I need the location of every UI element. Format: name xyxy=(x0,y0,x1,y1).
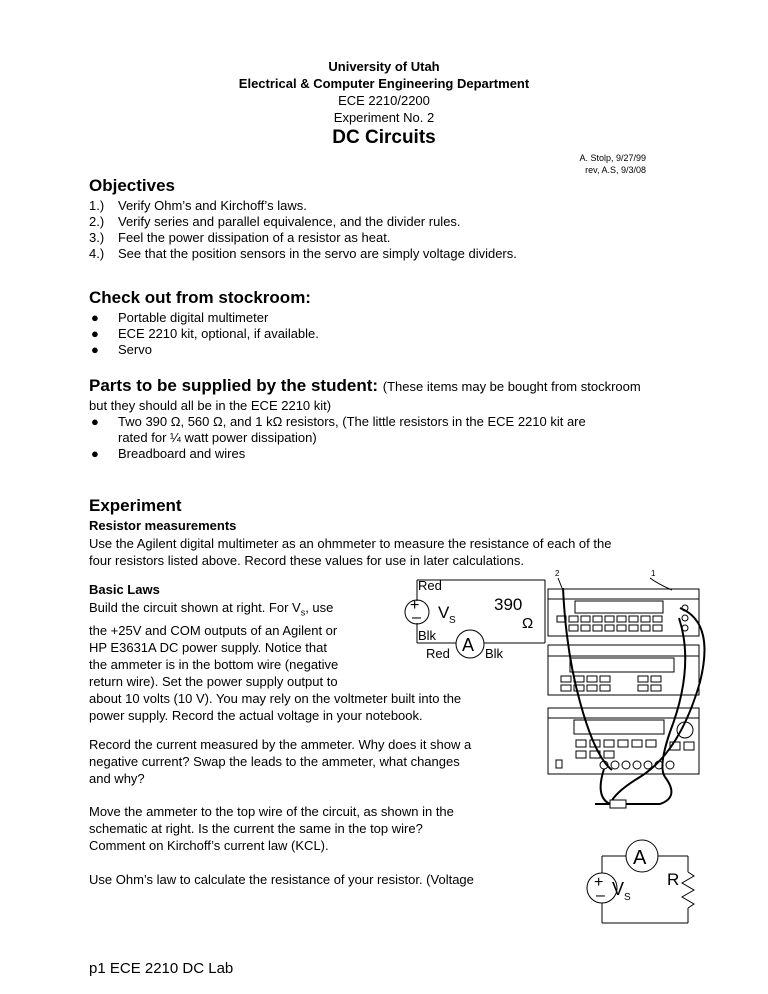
author-info xyxy=(579,152,646,176)
kcl-paragraph xyxy=(89,803,454,854)
author-date: A. Stolp, 9/27/99 xyxy=(579,153,646,163)
list-item xyxy=(89,198,517,214)
item-text: ECE 2210 kit, optional, if available. xyxy=(118,326,319,341)
item-text: Portable digital multimeter xyxy=(118,310,269,325)
ammeter-label: A xyxy=(633,847,647,869)
objectives-list xyxy=(89,198,517,262)
parts-heading-text: Parts to be supplied by the student: xyxy=(89,376,379,395)
item-text: See that the position sensors in the servo are simply voltage dividers. xyxy=(118,246,517,261)
paragraph-line: schematic at right. Is the current the same in the top wire? xyxy=(89,821,423,836)
text-run: Build the circuit shown at right. For V xyxy=(89,600,301,615)
item-number: 1.) xyxy=(89,198,105,213)
ohms-law-paragraph xyxy=(89,871,474,888)
item-text: Breadboard and wires xyxy=(118,446,246,461)
paragraph-line: Comment on Kirchoff’s current law (KCL). xyxy=(89,838,329,853)
callout-number: 2 xyxy=(555,569,560,578)
item-text-continued: rated for ¼ watt power dissipation) xyxy=(118,430,317,445)
callout-number: 1 xyxy=(651,569,656,578)
resistor-paragraph xyxy=(89,535,611,569)
experiment-number: Experiment No. 2 xyxy=(333,110,435,125)
ammeter-lead-blk: Blk xyxy=(485,646,504,661)
page-footer: p1 ECE 2210 DC Lab xyxy=(89,960,234,977)
subscript: s xyxy=(300,607,306,618)
paragraph-line: Use Ohm’s law to calculate the resistance of your resistor. (Voltage xyxy=(89,872,474,887)
paragraph-line: the +25V and COM outputs of an Agilent or xyxy=(89,622,338,638)
parts-body xyxy=(89,398,586,462)
list-item xyxy=(89,230,517,246)
bullet-icon: ● xyxy=(91,310,99,325)
objectives-heading: Objectives xyxy=(89,176,175,195)
source-subscript: S xyxy=(449,615,456,626)
resistor-value: 390 xyxy=(494,595,523,614)
paragraph-line: four resistors listed above. Record these values for use in later calculations. xyxy=(89,553,524,568)
paragraph-line: Use the Agilent digital multimeter as an ohmmeter to measure the resistance of each of the xyxy=(89,536,612,551)
list-item xyxy=(89,342,319,358)
paragraph-line: power supply. Record the actual voltage in your notebook. xyxy=(89,707,423,723)
list-item xyxy=(89,414,586,430)
paragraph-line: return wire). Set the power supply output to xyxy=(89,673,338,689)
parts-heading xyxy=(89,376,641,396)
wire-label-blk: Blk xyxy=(418,628,437,643)
bullet-icon: ● xyxy=(91,326,99,341)
document-title: DC Circuits xyxy=(332,127,436,148)
item-text: Two 390 Ω, 560 Ω, and 1 kΩ resistors, (The little resistors in the ECE 2210 kit are xyxy=(118,414,586,429)
source-label: V xyxy=(438,603,450,622)
list-item xyxy=(89,310,319,326)
ammeter-lead-red: Red xyxy=(426,646,450,661)
ammeter-label: A xyxy=(462,635,475,655)
document-header xyxy=(0,58,768,150)
basic-laws-heading: Basic Laws xyxy=(89,582,160,597)
list-item xyxy=(89,246,517,262)
ammeter-paragraph xyxy=(89,736,471,787)
bullet-icon: ● xyxy=(91,414,99,429)
instrument-illustration xyxy=(540,569,715,842)
department-name: Electrical & Computer Engineering Department xyxy=(238,76,530,91)
minus-sign: – xyxy=(412,609,421,626)
revision-date: rev, A.S, 9/3/08 xyxy=(585,165,646,175)
circuit-schematic-2 xyxy=(570,825,718,935)
paragraph-line: and why? xyxy=(89,771,145,786)
paragraph-line: negative current? Swap the leads to the ammeter, what changes xyxy=(89,754,460,769)
paragraph-line: Move the ammeter to the top wire of the circuit, as shown in the xyxy=(89,804,454,819)
paragraph-line: the ammeter is in the bottom wire (negative xyxy=(89,656,339,672)
item-number: 4.) xyxy=(89,246,105,261)
circuit-schematic-1 xyxy=(386,578,546,668)
list-item xyxy=(89,326,319,342)
ohm-symbol: Ω xyxy=(522,615,534,632)
source-subscript: S xyxy=(624,892,631,903)
paragraph-line: about 10 volts (10 V). You may rely on the voltmeter built into the xyxy=(89,690,462,706)
item-number: 2.) xyxy=(89,214,105,229)
experiment-heading: Experiment xyxy=(89,496,182,515)
bullet-icon: ● xyxy=(91,446,99,461)
source-label: V xyxy=(612,879,625,899)
resistor-heading: Resistor measurements xyxy=(89,518,237,533)
university-name: University of Utah xyxy=(328,59,440,74)
paragraph-line: HP E3631A DC power supply. Notice that xyxy=(89,639,327,655)
course-number: ECE 2210/2200 xyxy=(338,93,430,108)
paragraph-line: Record the current measured by the ammeter. Why does it show a xyxy=(89,737,472,752)
plus-sign: + xyxy=(594,874,604,891)
minus-sign: – xyxy=(596,887,605,904)
item-number: 3.) xyxy=(89,230,105,245)
wire-label-red: Red xyxy=(418,578,442,593)
checkout-list xyxy=(89,310,319,358)
item-text: Feel the power dissipation of a resistor as heat. xyxy=(118,230,391,245)
item-text: Verify Ohm’s and Kirchoff’s laws. xyxy=(118,198,307,213)
text-run: , use xyxy=(305,600,334,615)
checkout-heading: Check out from stockroom: xyxy=(89,288,311,307)
bullet-icon: ● xyxy=(91,342,99,357)
list-item xyxy=(89,214,517,230)
parts-note: (These items may be bought from stockroom xyxy=(382,379,641,394)
list-item xyxy=(89,446,586,462)
parts-note-continued: but they should all be in the ECE 2210 kit) xyxy=(89,398,332,413)
resistor-label: R xyxy=(667,870,680,889)
plus-sign: + xyxy=(410,597,420,614)
item-text: Servo xyxy=(118,342,152,357)
item-text: Verify series and parallel equivalence, and the divider rules. xyxy=(118,214,461,229)
